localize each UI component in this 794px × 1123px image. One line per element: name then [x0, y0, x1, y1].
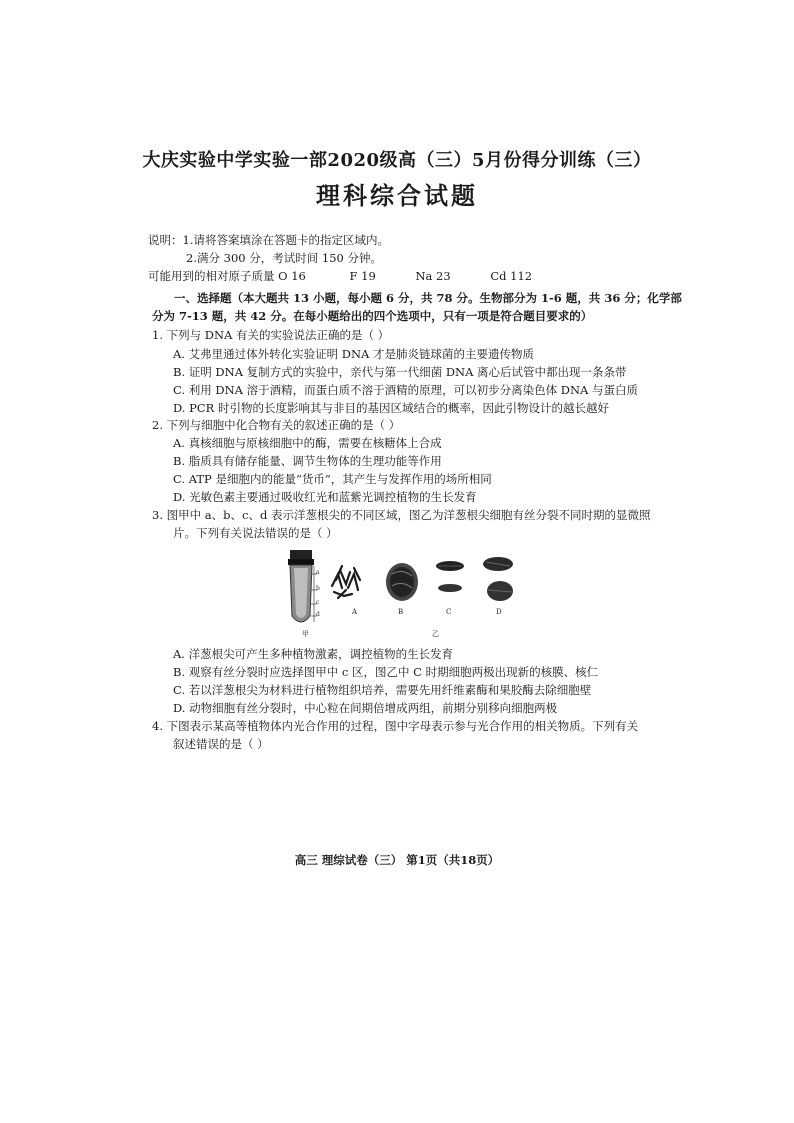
question-2-option-c: C. ATP 是细胞内的能量“货币”，其产生与发挥作用的场所相同 — [173, 472, 492, 486]
question-1-option-c: C. 利用 DNA 溶于酒精，而蛋白质不溶于酒精的原理，可以初步分离染色体 DNA 与蛋白质 — [173, 383, 638, 397]
question-3-option-a: A. 洋葱根尖可产生多种植物激素，调控植物的生长发育 — [173, 647, 454, 661]
question-3-option-c: C. 若以洋葱根尖为材料进行植物组织培养，需要先用纤维素酶和果胶酶去除细胞壁 — [173, 683, 592, 697]
exam-title: 大庆实验中学实验一部2020级高（三）5月份得分训练（三） — [142, 150, 652, 171]
section-heading-line-2: 分为 7-13 题，共 42 分。在每小题给出的四个选项中，只有一项是符合题目要求的） — [152, 309, 593, 323]
cell-panel-b — [386, 563, 418, 601]
question-2-option-d: D. 光敏色素主要通过吸收红光和蓝紫光调控植物的生长发育 — [173, 490, 477, 504]
atomic-mass-na: Na 23 — [415, 269, 451, 283]
atomic-mass-label: 可能用到的相对原子质量 O 16 — [148, 269, 306, 283]
question-3-option-b: B. 观察有丝分裂时应选择图甲中 c 区，图乙中 C 时期细胞两极出现新的核膜、核仁 — [173, 665, 599, 679]
question-2-option-a: A. 真核细胞与原核细胞中的酶，需要在核糖体上合成 — [173, 436, 442, 450]
question-3-option-d: D. 动物细胞有丝分裂时，中心粒在间期倍增成两组，前期分别移向细胞两极 — [173, 701, 558, 715]
question-4-stem-continued: 叙述错误的是（ ） — [173, 737, 269, 751]
page-footer: 高三 理综试卷（三） 第1页（共18页） — [294, 853, 500, 867]
region-label-c: c — [316, 599, 320, 606]
cell-panel-c — [436, 561, 464, 592]
atomic-mass-cd: Cd 112 — [490, 269, 533, 283]
question-3-stem-continued: 片。下列有关说法错误的是（ ） — [173, 526, 338, 540]
question-1-option-a: A. 艾弗里通过体外转化实验证明 DNA 才是肺炎链球菌的主要遗传物质 — [173, 347, 535, 361]
figure-caption-jia: 甲 — [302, 630, 309, 638]
exam-subtitle: 理科综合试题 — [316, 181, 478, 210]
section-heading-line-1: 一、选择题（本大题共 13 小题，每小题 6 分，共 78 分。生物部分为 1-6 题，共 36 分；化学部 — [174, 291, 682, 305]
instruction-line-1: 说明：1.请将答案填涂在答题卡的指定区域内。 — [148, 233, 389, 247]
figure-caption-yi: 乙 — [432, 630, 439, 638]
cell-panel-d — [483, 557, 513, 601]
panel-label-b: B — [398, 608, 404, 616]
question-1-option-b: B. 证明 DNA 复制方式的实验中，亲代与第一代细菌 DNA 离心后试管中都出现一条条带 — [173, 365, 627, 379]
panel-label-d: D — [496, 608, 502, 616]
region-label-d: d — [316, 611, 320, 618]
question-2-option-b: B. 脂质具有储存能量、调节生物体的生理功能等作用 — [173, 454, 442, 468]
mitosis-figure — [280, 544, 530, 642]
cell-panel-a — [332, 566, 360, 598]
panel-label-c: C — [446, 608, 452, 616]
question-3-stem: 3. 图甲中 a、b、c、d 表示洋葱根尖的不同区域，图乙为洋葱根尖细胞有丝分裂不同时期的显微照 — [152, 508, 651, 522]
question-4-stem: 4. 下图表示某高等植物体内光合作用的过程，图中字母表示参与光合作用的相关物质。下列有关 — [152, 719, 639, 733]
question-1-option-d: D. PCR 时引物的长度影响其与非目的基因区域结合的概率，因此引物设计的越长越好 — [173, 401, 609, 415]
question-2-stem: 2. 下列与细胞中化合物有关的叙述正确的是（ ） — [152, 418, 401, 432]
region-label-b: b — [316, 585, 320, 592]
atomic-mass-f: F 19 — [349, 269, 376, 283]
question-3-figure — [280, 544, 530, 642]
atomic-mass-line — [148, 268, 532, 284]
question-1-stem: 1. 下列与 DNA 有关的实验说法正确的是（ ） — [152, 328, 390, 342]
panel-label-a: A — [352, 608, 358, 616]
root-tip-diagram — [288, 550, 317, 622]
instruction-line-2: 2.满分 300 分，考试时间 150 分钟。 — [186, 251, 382, 265]
region-label-a: a — [316, 569, 320, 576]
